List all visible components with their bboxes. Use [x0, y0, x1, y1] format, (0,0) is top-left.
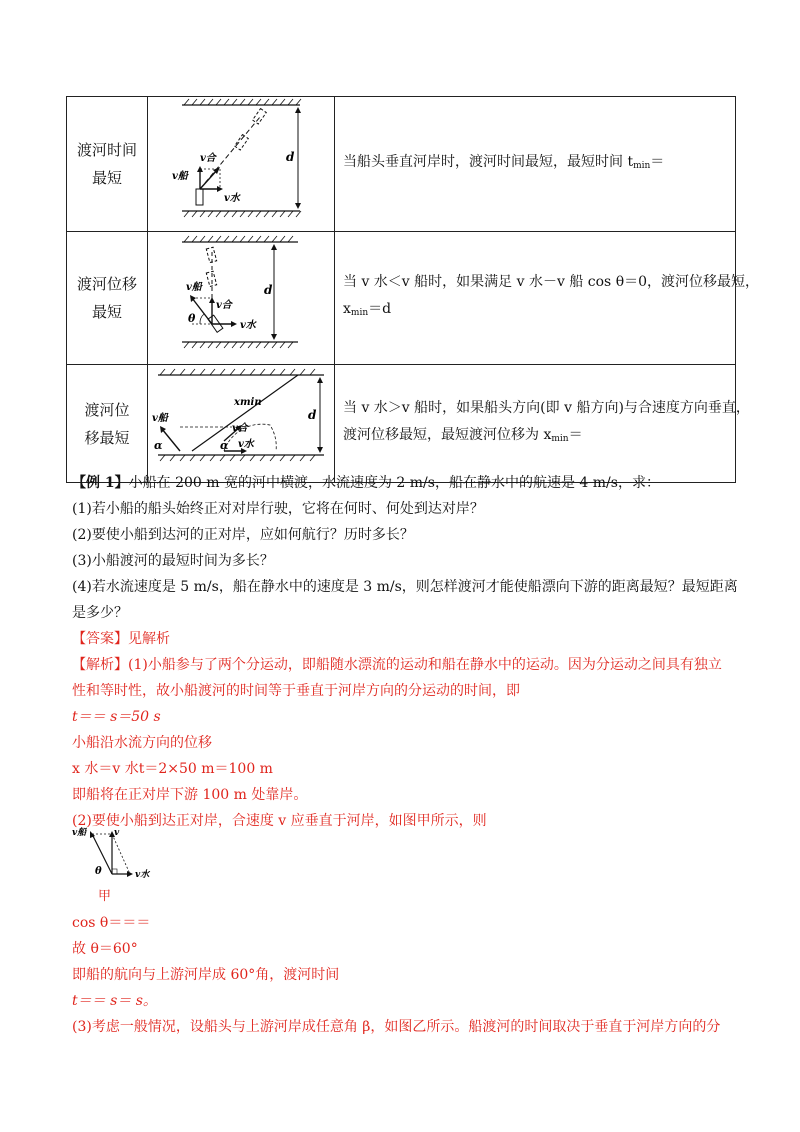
- fig-jia-v: v: [114, 828, 120, 838]
- fig-jia-caption: 甲: [98, 889, 112, 904]
- shortest-time-diagram: [148, 97, 334, 227]
- table-row: [67, 365, 736, 483]
- analysis-p2: 小船沿水流方向的位移: [72, 735, 212, 751]
- answer-text: 见解析: [128, 631, 170, 647]
- analysis-p4: (2)要使小船到达正对岸，合速度 v 应垂直于河岸，如图甲所示，则: [72, 813, 487, 829]
- equation-1: t＝＝ s＝50 s: [72, 709, 161, 725]
- crossing-cases-table: [66, 96, 760, 483]
- v-chuan-label: v船: [186, 282, 202, 293]
- analysis-p6: (3)考虑一般情况，设船头与上游河岸成任意角 β，如图乙所示。船渡河的时间取决于垂直于河岸方向的分: [72, 1019, 721, 1035]
- fig-jia-v-shui: v水: [135, 870, 150, 880]
- shortest-displacement-fast-current-diagram: [148, 365, 334, 478]
- figure-cell: [148, 97, 335, 232]
- figure-cell: [148, 365, 335, 483]
- table-row: [67, 97, 736, 232]
- alpha-label-1: α: [154, 439, 163, 452]
- analysis-p1b: 性和等时性，故小船渡河的时间等于垂直于河岸方向的分运动的时间，即: [72, 683, 520, 699]
- question-4a: (4)若水流速度是 5 m/s，船在静水中的速度是 3 m/s，则怎样渡河才能使船漂向下游的距离最短？最短距离: [72, 579, 738, 595]
- alpha-label-2: α: [220, 439, 229, 452]
- figure-cell: [148, 232, 335, 365]
- analysis-continued: [72, 910, 742, 1040]
- row-label: 渡河位移 最短: [67, 232, 148, 365]
- shortest-displacement-diagram: [148, 232, 334, 360]
- row-label: 渡河时间 最短: [67, 97, 148, 232]
- equation-5: t＝＝ s＝ s。: [72, 993, 157, 1009]
- description-cell: 当船头垂直河岸时，渡河时间最短，最短时间 $t_{min}=$: [335, 97, 736, 232]
- analysis-p1a: (1)小船参与了两个分运动，即船随水漂流的运动和船在静水中的运动。因为分运动之间具有独立: [128, 657, 722, 673]
- analysis-p5: 即船的航向与上游河岸成 60°角，渡河时间: [72, 967, 340, 983]
- v-he-label: v合: [232, 423, 248, 434]
- example-section: [72, 470, 742, 834]
- question-1: (1)若小船的船头始终正对对岸行驶，它将在何时、何处到达对岸？: [72, 501, 484, 517]
- table-row: [67, 232, 736, 365]
- description-cell: 当 v 水＞v 船时，如果船头方向(即 v 船方向)与合速度方向垂直， 渡河位移最短，最短渡河位移为 $x_{min}=$: [335, 365, 736, 483]
- example-tag: 【例 1】: [72, 475, 129, 491]
- theta-label: θ: [188, 312, 196, 325]
- question-4b: 是多少？: [72, 605, 128, 621]
- question-2: (2)要使小船到达河的正对岸，应如何航行？历时多长？: [72, 527, 414, 543]
- v-shui-label: v水: [240, 320, 256, 331]
- question-3: (3)小船渡河的最短时间为多长？: [72, 553, 274, 569]
- v-chuan-label: v船: [152, 413, 168, 424]
- equation-4: 故 θ＝60°: [72, 941, 138, 957]
- v-shui-label: v水: [238, 439, 254, 450]
- v-shui-label: v水: [224, 193, 240, 204]
- equation-3: cos θ＝＝＝: [72, 915, 151, 931]
- row-label: 渡河位 移最短: [67, 365, 148, 483]
- d-label: d: [308, 408, 317, 422]
- equation-2: x 水＝v 水t＝2×50 m＝100 m: [72, 761, 273, 777]
- v-he-label: v合: [200, 153, 216, 164]
- example-intro: 小船在 200 m 宽的河中横渡，水流速度为 2 m/s，船在静水中的航速是 4 m/s，求：: [128, 475, 660, 491]
- analysis-tag: 【解析】: [72, 657, 128, 673]
- fig-jia-theta: θ: [95, 866, 102, 877]
- d-label: d: [286, 150, 295, 164]
- fig-jia-v-chuan: v船: [72, 828, 87, 838]
- v-chuan-label: v船: [172, 171, 188, 182]
- d-label: d: [264, 283, 273, 297]
- xmin-label: xmin: [234, 397, 262, 408]
- v-he-label: v合: [216, 300, 232, 311]
- description-cell: 当 v 水＜v 船时，如果满足 v 水－v 船 cos θ＝0，渡河位移最短， $x_{min}=d$: [335, 232, 736, 365]
- figure-jia: [72, 826, 162, 906]
- answer-tag: 【答案】: [72, 631, 128, 647]
- analysis-p3: 即船将在正对岸下游 100 m 处靠岸。: [72, 787, 308, 803]
